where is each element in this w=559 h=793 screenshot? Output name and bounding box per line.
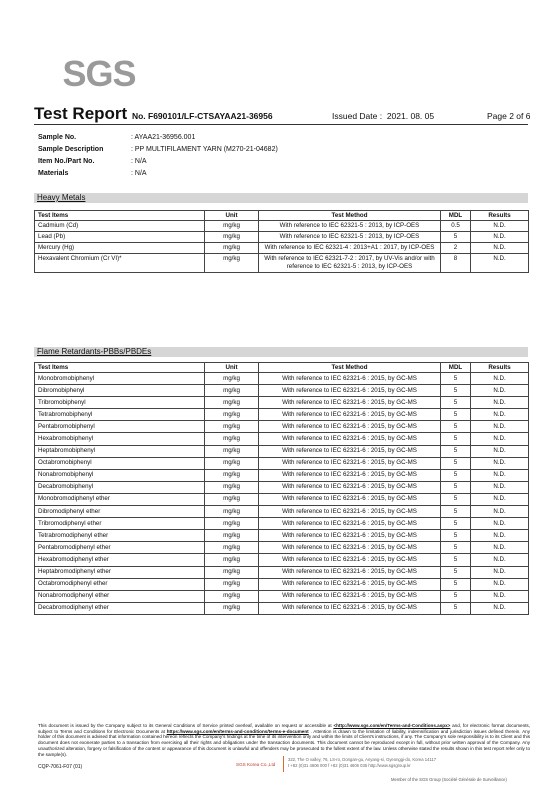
cell-test-item: Decabromobiphenyl xyxy=(35,481,205,493)
cell-test-item: Mercury (Hg) xyxy=(35,243,205,254)
table-row xyxy=(35,397,529,409)
cell-result: N.D. xyxy=(471,481,529,493)
cell-test-method: With reference to IEC 62321-6 : 2015, by GC-MS xyxy=(259,385,441,397)
cell-unit: mg/kg xyxy=(205,506,259,518)
cell-mdl: 5 xyxy=(441,530,471,542)
table-row xyxy=(35,243,529,254)
cell-result: N.D. xyxy=(471,421,529,433)
col-unit: Unit xyxy=(205,211,259,221)
cell-test-method: With reference to IEC 62321-5 : 2013, by ICP-OES xyxy=(259,232,441,243)
cell-result: N.D. xyxy=(471,254,529,273)
cell-unit: mg/kg xyxy=(205,397,259,409)
cell-unit: mg/kg xyxy=(205,445,259,457)
table-row xyxy=(35,542,529,554)
cell-result: N.D. xyxy=(471,373,529,385)
cell-mdl: 5 xyxy=(441,445,471,457)
table-row xyxy=(35,602,529,614)
table-row xyxy=(35,409,529,421)
cell-unit: mg/kg xyxy=(205,409,259,421)
table-row xyxy=(35,433,529,445)
cell-test-method: With reference to IEC 62321-6 : 2015, by GC-MS xyxy=(259,397,441,409)
col-mdl: MDL xyxy=(441,211,471,221)
member-statement: Member of the SGS Group (Société Générale de Surveillance) xyxy=(391,777,507,782)
cell-test-method: With reference to IEC 62321-6 : 2015, by GC-MS xyxy=(259,481,441,493)
cell-test-method: With reference to IEC 62321-6 : 2015, by GC-MS xyxy=(259,493,441,505)
cell-result: N.D. xyxy=(471,518,529,530)
cell-mdl: 5 xyxy=(441,481,471,493)
cell-result: N.D. xyxy=(471,493,529,505)
col-unit: Unit xyxy=(205,363,259,373)
terms-link[interactable]: <http://www.sgs.com/en/Terms-and-Conditions.aspx> xyxy=(333,723,451,728)
cell-unit: mg/kg xyxy=(205,373,259,385)
cell-unit: mg/kg xyxy=(205,421,259,433)
table-row xyxy=(35,481,529,493)
cell-test-item: Hexabromodiphenyl ether xyxy=(35,554,205,566)
cell-mdl: 5 xyxy=(441,397,471,409)
cell-unit: mg/kg xyxy=(205,221,259,232)
table-row xyxy=(35,421,529,433)
cell-test-item: Octabromobiphenyl xyxy=(35,457,205,469)
cell-mdl: 5 xyxy=(441,506,471,518)
cell-unit: mg/kg xyxy=(205,518,259,530)
cell-result: N.D. xyxy=(471,232,529,243)
cell-result: N.D. xyxy=(471,578,529,590)
footer-divider xyxy=(283,756,284,772)
cell-result: N.D. xyxy=(471,590,529,602)
cell-test-item: Pentabromodiphenyl ether xyxy=(35,542,205,554)
cell-test-item: Hexavalent Chromium (Cr VI)* xyxy=(35,254,205,273)
cell-result: N.D. xyxy=(471,409,529,421)
cell-test-method: With reference to IEC 62321-6 : 2015, by GC-MS xyxy=(259,445,441,457)
cell-mdl: 5 xyxy=(441,602,471,614)
cell-test-method: With reference to IEC 62321-6 : 2015, by GC-MS xyxy=(259,421,441,433)
cell-unit: mg/kg xyxy=(205,481,259,493)
sgs-logo xyxy=(58,53,140,93)
cell-test-method: With reference to IEC 62321-6 : 2015, by GC-MS xyxy=(259,433,441,445)
cell-result: N.D. xyxy=(471,542,529,554)
cell-test-item: Tetrabromodiphenyl ether xyxy=(35,530,205,542)
table-row xyxy=(35,445,529,457)
table-row xyxy=(35,373,529,385)
cell-test-item: Decabromodiphenyl ether xyxy=(35,602,205,614)
cell-unit: mg/kg xyxy=(205,530,259,542)
cell-mdl: 5 xyxy=(441,421,471,433)
cell-test-method: With reference to IEC 62321-6 : 2015, by GC-MS xyxy=(259,530,441,542)
cell-mdl: 5 xyxy=(441,373,471,385)
cell-test-item: Tetrabromobiphenyl xyxy=(35,409,205,421)
cell-mdl: 5 xyxy=(441,409,471,421)
col-test-items: Test Items xyxy=(35,211,205,221)
cell-unit: mg/kg xyxy=(205,566,259,578)
cell-test-method: With reference to IEC 62321-6 : 2015, by GC-MS xyxy=(259,542,441,554)
cell-test-method: With reference to IEC 62321-7-2 : 2017, by UV-Vis and/or with reference to IEC 62321-5 : 2013, by ICP-OES xyxy=(259,254,441,273)
table-row xyxy=(35,469,529,481)
cell-mdl: 5 xyxy=(441,542,471,554)
cell-test-method: With reference to IEC 62321-5 : 2013, by ICP-OES xyxy=(259,221,441,232)
col-mdl: MDL xyxy=(441,363,471,373)
table-row xyxy=(35,530,529,542)
cell-unit: mg/kg xyxy=(205,457,259,469)
header-divider xyxy=(34,124,528,125)
cell-test-item: Nonabromodiphenyl ether xyxy=(35,590,205,602)
cell-result: N.D. xyxy=(471,433,529,445)
cell-mdl: 5 xyxy=(441,578,471,590)
table-row xyxy=(35,566,529,578)
cell-test-item: Monobromobiphenyl xyxy=(35,373,205,385)
form-code: CQP-7061-F07 (01) xyxy=(38,764,83,770)
cell-unit: mg/kg xyxy=(205,243,259,254)
cell-test-item: Nonabromobiphenyl xyxy=(35,469,205,481)
company-address: 322, The O valley, 76, LS-ro, Dongan-gu, Anyang-si, Gyeonggi-do, Korea 14117 t +82 (0)31 4606 000 f +82 (0)31 4606 035 http://www.sgsgroup.kr xyxy=(288,757,437,768)
cell-mdl: 8 xyxy=(441,254,471,273)
cell-mdl: 5 xyxy=(441,457,471,469)
page-number: Page 2 of 6 xyxy=(487,111,531,121)
company-name: SGS Korea Co.,Ltd xyxy=(236,762,276,767)
section-heavy-metals: Heavy Metals xyxy=(34,193,528,203)
issued-date: Issued Date : 2021. 08. 05 xyxy=(332,111,435,121)
flame-retardants-table xyxy=(34,362,529,615)
cell-mdl: 5 xyxy=(441,554,471,566)
cell-test-method: With reference to IEC 62321-6 : 2015, by GC-MS xyxy=(259,506,441,518)
report-title: Test Report No. F690101/LF-CTSAYAA21-36956 xyxy=(34,104,273,123)
cell-test-method: With reference to IEC 62321-6 : 2015, by GC-MS xyxy=(259,590,441,602)
heavy-metals-table xyxy=(34,210,529,273)
cell-unit: mg/kg xyxy=(205,578,259,590)
cell-test-method: With reference to IEC 62321-6 : 2015, by GC-MS xyxy=(259,554,441,566)
cell-test-item: Cadmium (Cd) xyxy=(35,221,205,232)
cell-mdl: 5 xyxy=(441,590,471,602)
cell-result: N.D. xyxy=(471,221,529,232)
section-flame-retardants: Flame Retardants-PBBs/PBDEs xyxy=(34,347,528,357)
cell-unit: mg/kg xyxy=(205,232,259,243)
cell-mdl: 0.5 xyxy=(441,221,471,232)
table-row xyxy=(35,493,529,505)
cell-mdl: 5 xyxy=(441,433,471,445)
cell-test-item: Hexabromobiphenyl xyxy=(35,433,205,445)
cell-test-method: With reference to IEC 62321-6 : 2015, by GC-MS xyxy=(259,409,441,421)
cell-result: N.D. xyxy=(471,554,529,566)
cell-result: N.D. xyxy=(471,469,529,481)
table-row xyxy=(35,590,529,602)
cell-mdl: 5 xyxy=(441,566,471,578)
table-row xyxy=(35,457,529,469)
cell-result: N.D. xyxy=(471,243,529,254)
cell-mdl: 5 xyxy=(441,493,471,505)
cell-test-item: Tribromodiphenyl ether xyxy=(35,518,205,530)
report-number: No. F690101/LF-CTSAYAA21-36956 xyxy=(131,111,273,121)
cell-unit: mg/kg xyxy=(205,602,259,614)
table-row xyxy=(35,221,529,232)
table-row xyxy=(35,232,529,243)
cell-result: N.D. xyxy=(471,602,529,614)
table-header-row xyxy=(35,363,529,373)
cell-unit: mg/kg xyxy=(205,590,259,602)
cell-test-item: Heptabromodiphenyl ether xyxy=(35,566,205,578)
cell-unit: mg/kg xyxy=(205,254,259,273)
cell-unit: mg/kg xyxy=(205,542,259,554)
col-results: Results xyxy=(471,363,529,373)
col-results: Results xyxy=(471,211,529,221)
cell-mdl: 5 xyxy=(441,232,471,243)
cell-test-method: With reference to IEC 62321-6 : 2015, by GC-MS xyxy=(259,373,441,385)
col-test-method: Test Method xyxy=(259,363,441,373)
col-test-method: Test Method xyxy=(259,211,441,221)
cell-result: N.D. xyxy=(471,506,529,518)
cell-result: N.D. xyxy=(471,385,529,397)
table-row xyxy=(35,518,529,530)
cell-result: N.D. xyxy=(471,566,529,578)
cell-test-item: Octabromodiphenyl ether xyxy=(35,578,205,590)
table-header-row xyxy=(35,211,529,221)
table-row xyxy=(35,254,529,273)
cell-test-item: Heptabromobiphenyl xyxy=(35,445,205,457)
cell-test-item: Tribromobiphenyl xyxy=(35,397,205,409)
cell-test-item: Lead (Pb) xyxy=(35,232,205,243)
cell-test-item: Dibromodiphenyl ether xyxy=(35,506,205,518)
svg-text:SGS: SGS xyxy=(62,53,136,93)
cell-mdl: 5 xyxy=(441,469,471,481)
cell-test-method: With reference to IEC 62321-6 : 2015, by GC-MS xyxy=(259,566,441,578)
cell-test-method: With reference to IEC 62321-6 : 2015, by GC-MS xyxy=(259,469,441,481)
cell-test-item: Monobromodiphenyl ether xyxy=(35,493,205,505)
cell-result: N.D. xyxy=(471,530,529,542)
cell-test-method: With reference to IEC 62321-6 : 2015, by GC-MS xyxy=(259,518,441,530)
table-row xyxy=(35,506,529,518)
cell-test-item: Dibromobiphenyl xyxy=(35,385,205,397)
col-test-items: Test Items xyxy=(35,363,205,373)
cell-mdl: 5 xyxy=(441,385,471,397)
disclaimer: This document is issued by the Company subject to its General Conditions of Service printed overleaf, available on request or accessible at <http://www.sgs.com/en/Terms-and-Conditions.aspx> and, for electronic format documents, subject to Terms and Conditions for Electronic Documents at https://www.sgs.com/en/terms-and-conditions/terms-e-document . Attention is drawn to the limitation of liability, indemnification and jurisdiction issues defined therein. Any holder of this document is advised that information contained hereon reflects the Company's findings at the time of its intervention only and within the limits of Client's instructions, if any. The Company's sole responsibility is to its Client and this document does not exonerate parties to a transaction from exercising all their rights and obligations under the transaction documents. This document cannot be reproduced except in full, without prior written approval of the Company. Any unauthorized alteration, forgery or falsification of the content or appearance of this document is unlawful and offenders may be prosecuted to the fullest extent of the law. Unless otherwise stated the results shown in this test report refer only to the sample(s). xyxy=(38,723,531,757)
table-row xyxy=(35,554,529,566)
cell-test-method: With reference to IEC 62321-6 : 2015, by GC-MS xyxy=(259,578,441,590)
cell-test-method: With reference to IEC 62321-6 : 2015, by GC-MS xyxy=(259,457,441,469)
cell-unit: mg/kg xyxy=(205,469,259,481)
table-row xyxy=(35,385,529,397)
cell-unit: mg/kg xyxy=(205,385,259,397)
cell-result: N.D. xyxy=(471,445,529,457)
cell-unit: mg/kg xyxy=(205,433,259,445)
cell-unit: mg/kg xyxy=(205,493,259,505)
table-row xyxy=(35,578,529,590)
e-document-terms-link[interactable]: https://www.sgs.com/en/terms-and-conditions/terms-e-document xyxy=(166,728,309,734)
cell-mdl: 2 xyxy=(441,243,471,254)
cell-test-item: Pentabromobiphenyl xyxy=(35,421,205,433)
cell-test-method: With reference to IEC 62321-6 : 2015, by GC-MS xyxy=(259,602,441,614)
cell-mdl: 5 xyxy=(441,518,471,530)
cell-result: N.D. xyxy=(471,397,529,409)
cell-unit: mg/kg xyxy=(205,554,259,566)
cell-result: N.D. xyxy=(471,457,529,469)
cell-test-method: With reference to IEC 62321-4 : 2013+A1 : 2017, by ICP-OES xyxy=(259,243,441,254)
